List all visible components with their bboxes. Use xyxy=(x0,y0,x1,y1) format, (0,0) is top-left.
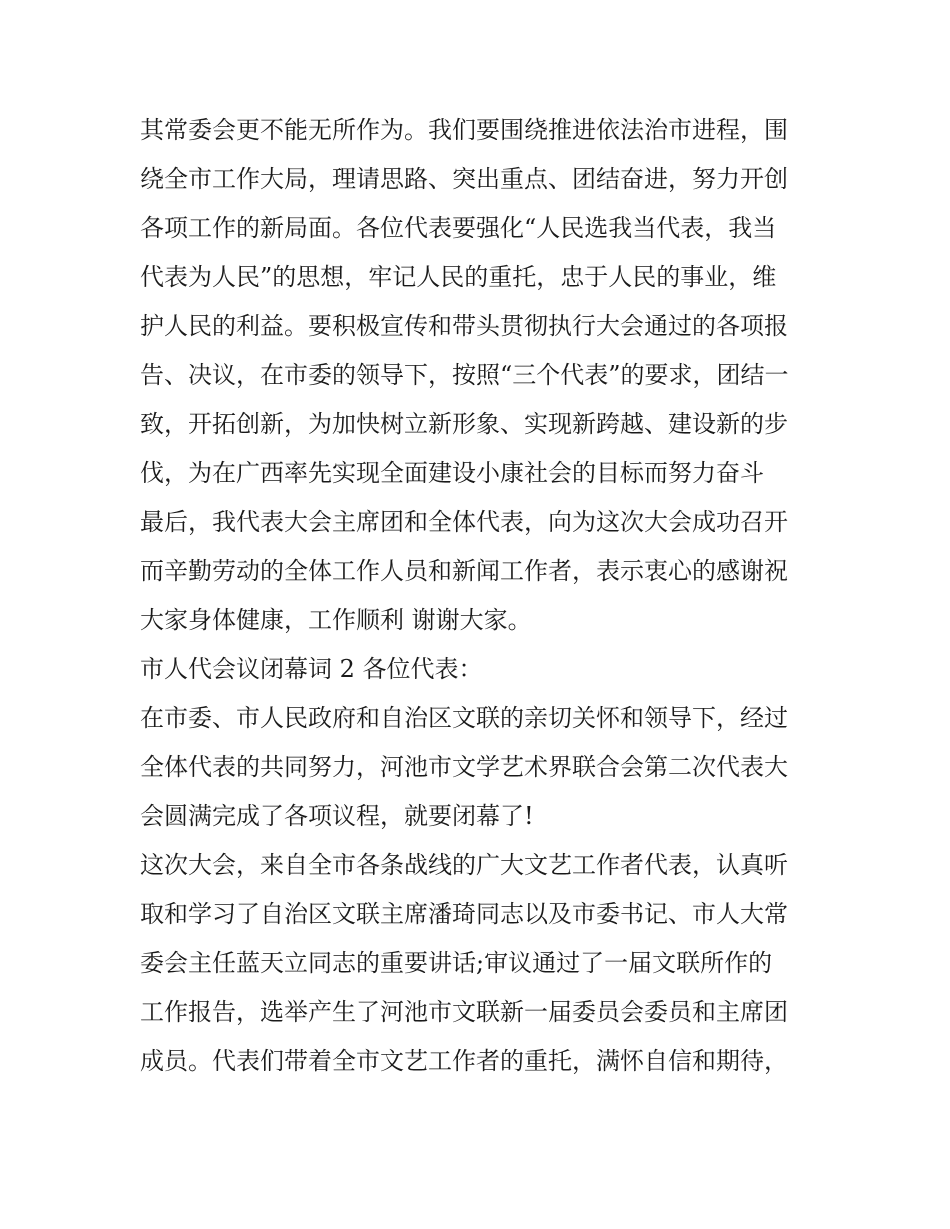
text-line-11: 大家身体健康，工作顺利 谢谢大家。 xyxy=(140,606,532,634)
text-line-18: 委会主任蓝天立同志的重要讲话;审议通过了一届文联所作的 xyxy=(140,949,773,977)
text-line-9: 最后，我代表大会主席团和全体代表，向为这次大会成功召开 xyxy=(140,508,788,536)
text-line-5: 护人民的利益。要积极宣传和带头贯彻执行大会通过的各项报 xyxy=(140,312,788,340)
text-line-20: 成员。代表们带着全市文艺工作者的重托，满怀自信和期待， xyxy=(140,1047,788,1075)
text-line-6: 告、决议，在市委的领导下，按照“三个代表”的要求，团结一 xyxy=(140,361,789,389)
text-line-14: 全体代表的共同努力，河池市文学艺术界联合会第二次代表大 xyxy=(140,753,788,781)
text-line-16: 这次大会，来自全市各条战线的广大文艺工作者代表，认真听 xyxy=(140,851,788,879)
text-line-2: 绕全市工作大局，理请思路、突出重点、团结奋进，努力开创 xyxy=(140,165,788,193)
text-line-13: 在市委、市人民政府和自治区文联的亲切关怀和领导下，经过 xyxy=(140,704,788,732)
text-line-19: 工作报告，选举产生了河池市文联新一届委员会委员和主席团 xyxy=(140,998,788,1026)
text-line-1: 其常委会更不能无所作为。我们要围绕推进依法治市进程，围 xyxy=(140,116,788,144)
text-line-8: 伐，为在广西率先实现全面建设小康社会的目标而努力奋斗 xyxy=(140,459,764,487)
text-line-4: 代表为人民”的思想，牢记人民的重托，忠于人民的事业，维 xyxy=(140,263,777,291)
section-heading: 市人代会议闭幕词 2 各位代表： xyxy=(140,655,483,683)
text-line-15: 会圆满完成了各项议程，就要闭幕了! xyxy=(140,802,534,830)
text-line-10: 而辛勤劳动的全体工作人员和新闻工作者，表示衷心的感谢祝 xyxy=(140,557,788,585)
text-line-17: 取和学习了自治区文联主席潘琦同志以及市委书记、市人大常 xyxy=(140,900,788,928)
text-line-7: 致，开拓创新，为加快树立新形象、实现新跨越、建设新的步 xyxy=(140,410,788,438)
text-line-3: 各项工作的新局面。各位代表要强化“人民选我当代表，我当 xyxy=(140,214,777,242)
document-text-body xyxy=(140,106,830,1086)
